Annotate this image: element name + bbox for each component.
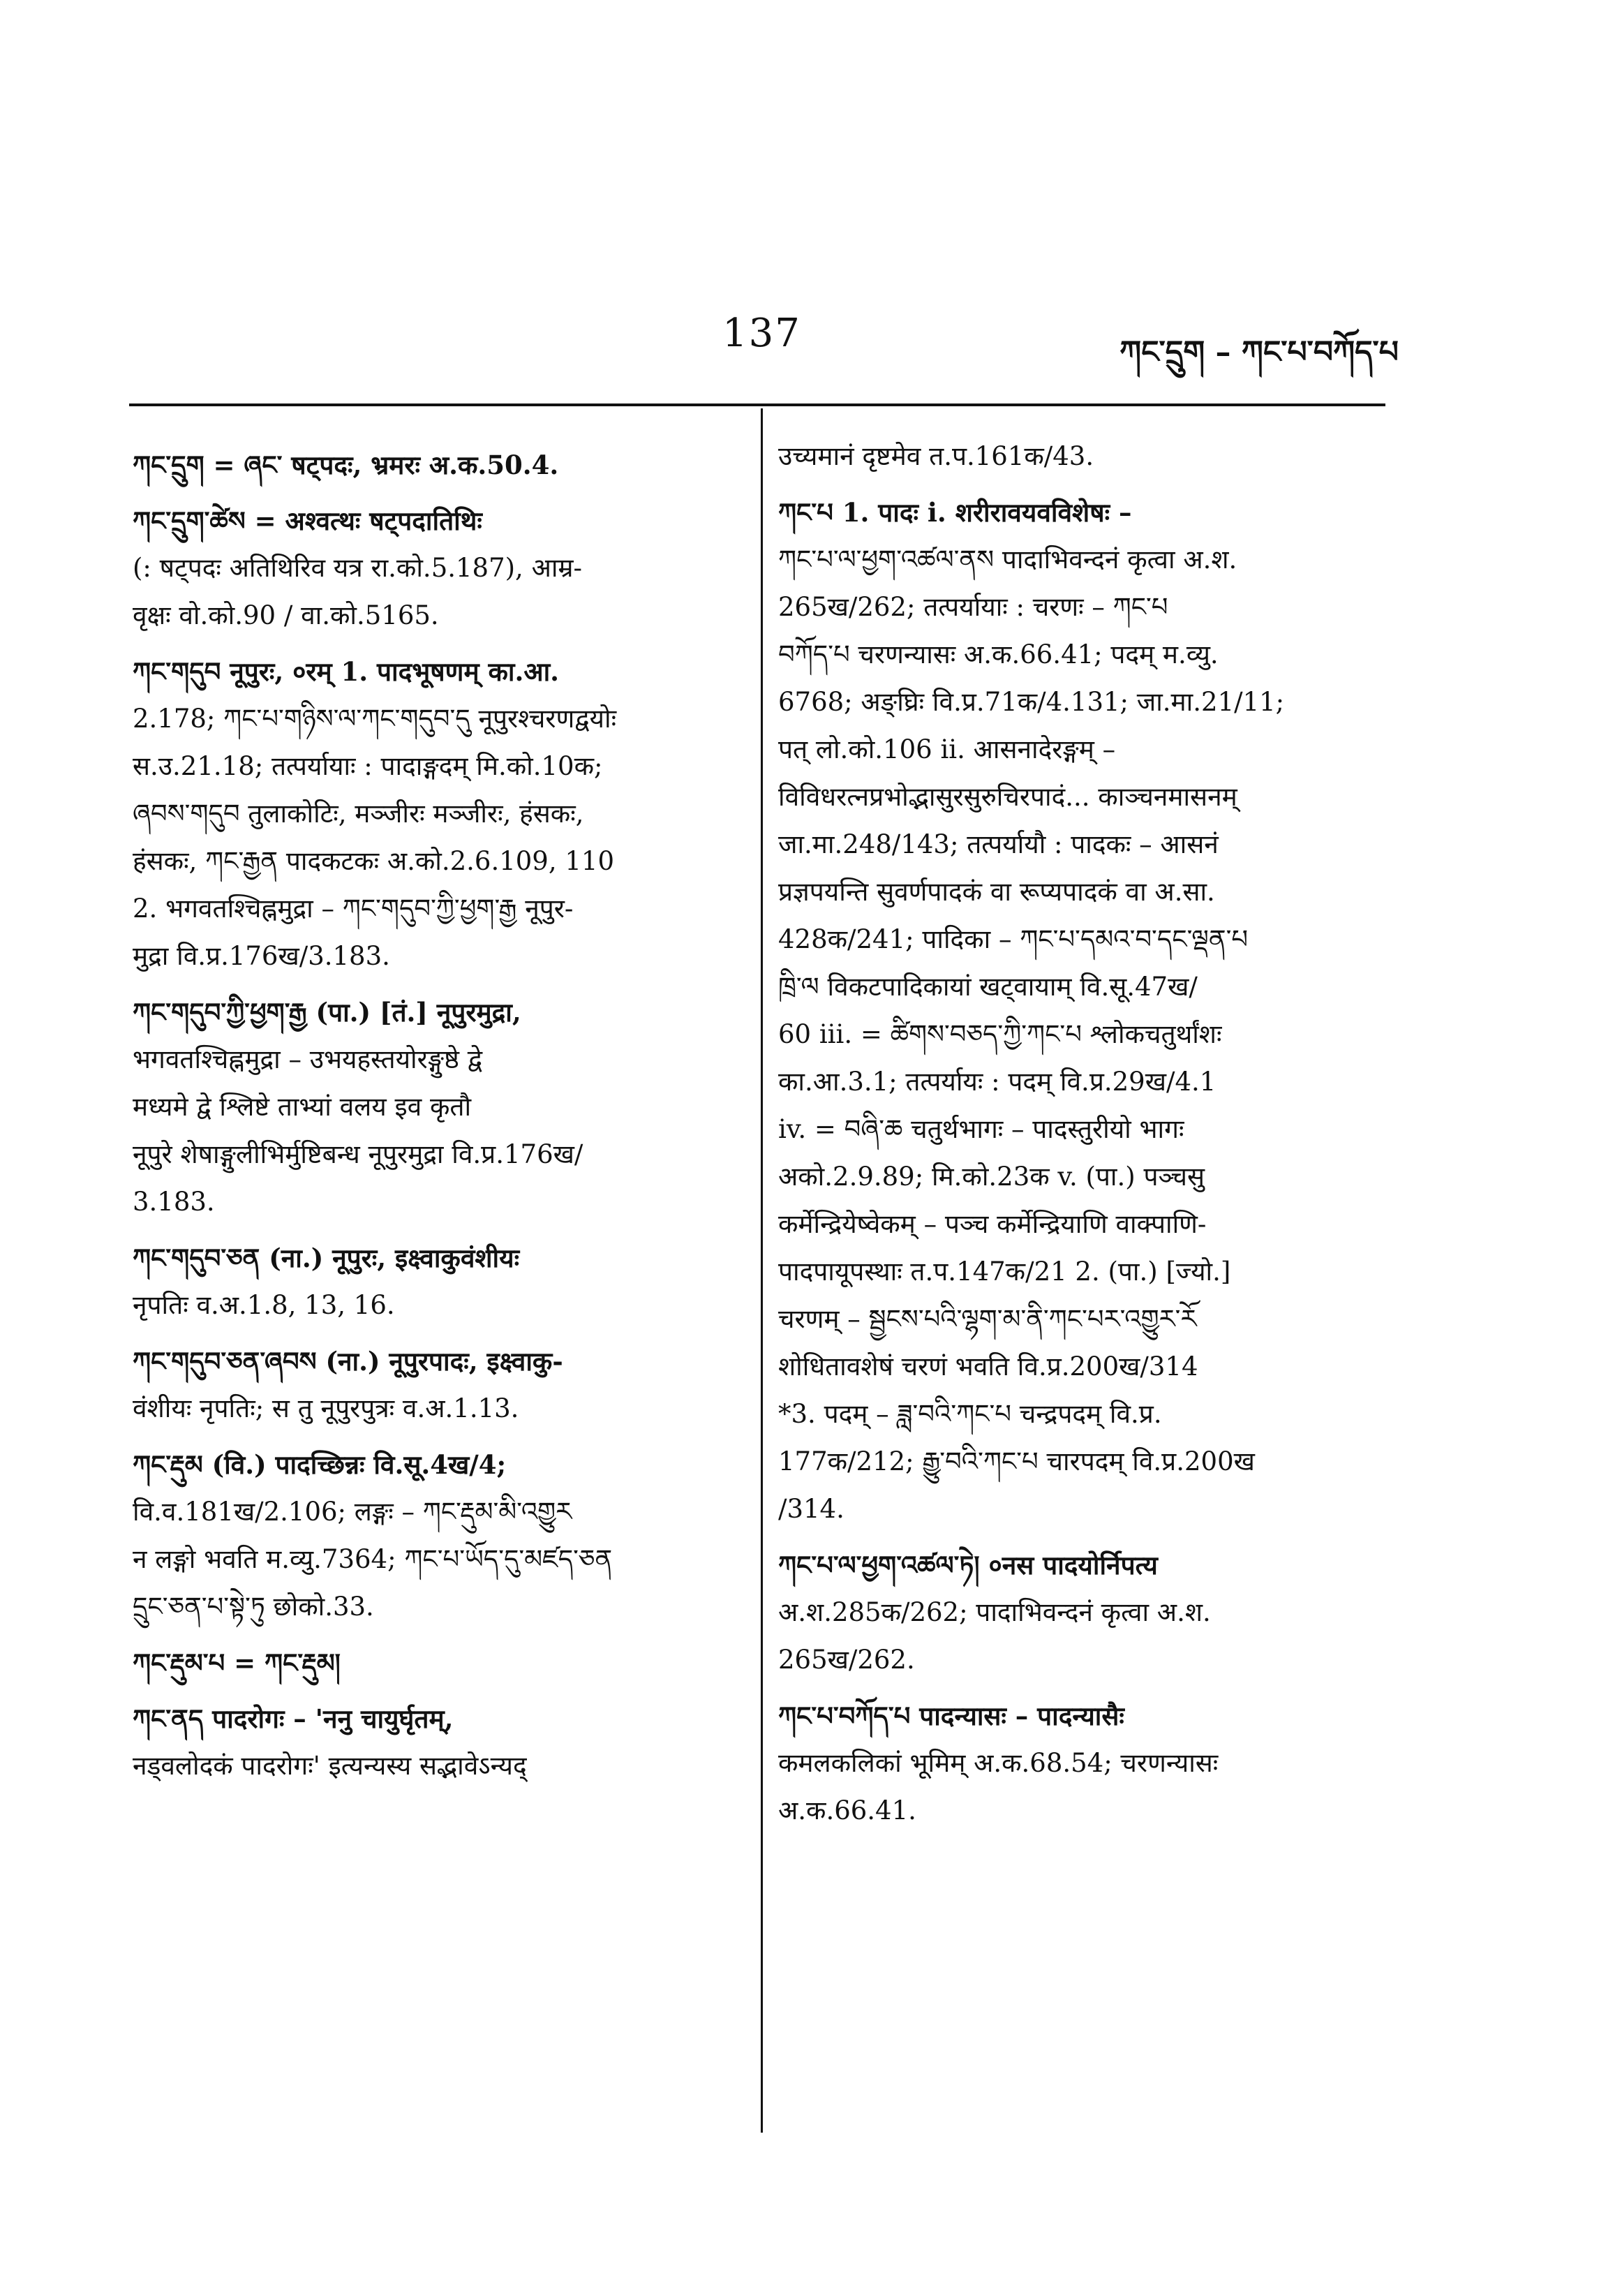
dictionary-text-line: न लङ्गो भवति म.व्यु.7364; ཀང་པ་ཡོད་དུ་མཛད་ཅན [133,1544,613,1574]
dictionary-text-line: कर्मेन्द्रियेष्वेकम् – पञ्च कर्मेन्द्रियाणि वाक्पाणि- [778,1209,1207,1239]
dictionary-text-line: (: षट्पदः अतिथिरिव यत्र रा.को.5.187), आम्र- [133,553,583,583]
dictionary-text-line: ཁྲི་ལ विकटपादिकायां खट्वायाम् वि.सू.47ख/ [778,972,1198,1002]
dictionary-text-line: प्रज्ञपयन्ति सुवर्णपादकं वा रूप्यपादकं वा अ.सा. [778,877,1215,907]
dictionary-entry-headline: ཀང་གདུབ་ཅན (ना.) नूपुरः, इक्ष्वाकुवंशीयः [133,1243,520,1273]
dictionary-text-line: དྲུང་ཅན་པ་སྟེ་ཏུ छोको.33. [133,1592,374,1622]
dictionary-entry-headline: ཀང་པ་ལ་ཕྱག་འཚལ་ཏེ། ०नस पादयोर्निपत्य [778,1550,1158,1580]
dictionary-text-line: चरणम् – སྦྱངས་པའི་ལྷག་མ་ནི་ཀང་པར་འགྱུར་རོ [778,1304,1197,1334]
dictionary-text-line: 2.178; ཀང་པ་གཉིས་ལ་ཀང་གདུབ་དུ नूपुरश्चरणद्वयोः [133,704,617,734]
dictionary-text-line: བཀོད་པ चरणन्यासः अ.क.66.41; पदम् म.व्यु. [778,639,1219,669]
column-divider [761,408,763,2133]
dictionary-text-line: विविधरत्नप्रभोद्भासुरसुरुचिरपादं... काञ्चनमासनम् [778,782,1237,812]
dictionary-entry-headline: ཀང་རྡུམ (वि.) पादच्छिन्नः वि.सू.4ख/4; [133,1449,507,1480]
dictionary-entry-headline: ཀང་གདུབ་ཅན་ཞབས (ना.) नूपुरपादः, इक्ष्वाकु- [133,1346,563,1377]
dictionary-text-line: 2. भगवतश्चिह्नमुद्रा – ཀང་གདུབ་ཀྱི་ཕྱག་རྒྱ नूपुर- [133,894,574,924]
dictionary-entry-headline: ཀང་གདུབ་ཀྱི་ཕྱག་རྒྱ (पा.) [तं.] नूपुरमुद्रा, [133,997,521,1028]
dictionary-text-line: पत् लो.को.106 ii. आसनादेरङ्गम् – [778,734,1116,764]
dictionary-text-line: उच्यमानं दृष्टमेव त.प.161क/43. [778,441,1094,471]
dictionary-text-line: का.आ.3.1; तत्पर्यायः : पदम् वि.प्र.29ख/4.1 [778,1067,1216,1097]
dictionary-text-line: अ.क.66.41. [778,1795,916,1825]
dictionary-text-line: स.उ.21.18; तत्पर्यायाः : पादाङ्गदम् मि.को.10क; [133,751,603,781]
dictionary-text-line: 6768; अङ्घ्रिः वि.प्र.71क/4.131; जा.मा.21/11; [778,687,1285,717]
dictionary-text-line: ཀང་པ་ལ་ཕྱག་འཚལ་ནས पादाभिवन्दनं कृत्वा अ.श. [778,545,1237,575]
dictionary-text-line: नड्वलोदकं पादरोगः' इत्यन्यस्य सद्भावेऽन्यद् [133,1751,527,1781]
page-number: 137 [722,311,801,356]
dictionary-text-line: वृक्षः वो.को.90 / वा.को.5165. [133,600,439,630]
dictionary-entry-headline: ཀང་ནད पादरोगः – 'ननु चायुर्घृतम्, [133,1703,454,1734]
dictionary-text-line: 3.183. [133,1187,215,1217]
dictionary-text-line: /314. [778,1494,845,1524]
dictionary-text-line: वंशीयः नृपतिः; स तु नूपुरपुत्रः व.अ.1.13. [133,1393,519,1423]
dictionary-entry-headline: ཀང་པ་བཀོད་པ पादन्यासः – पादन्यासैः [778,1701,1124,1731]
dictionary-text-line: 177क/212; རྒྱུ་བའི་ཀང་པ चारपदम् वि.प्र.200ख [778,1446,1255,1476]
dictionary-entry-headline: ཀང་དྲུག་ཚེས = अश्वत्थः षट्पदातिथिः [133,505,482,536]
dictionary-text-line: शोधितावशेषं चरणं भवति वि.प्र.200ख/314 [778,1351,1198,1382]
dictionary-text-line: ཞབས་གདུབ तुलाकोटिः, मञ्जीरः मञ्जीरः, हंसकः, [133,799,584,829]
dictionary-text-line: iv. = བཞི་ཆ चतुर्थभागः – पादस्तुरीयो भागः [778,1114,1184,1144]
dictionary-text-line: मुद्रा वि.प्र.176ख/3.183. [133,941,390,971]
dictionary-text-line: अको.2.9.89; मि.को.23क v. (पा.) पञ्चसु [778,1162,1205,1192]
dictionary-text-line: मध्यमे द्वे श्लिष्टे ताभ्यां वलय इव कृतौ [133,1092,472,1122]
dictionary-entry-headline: ཀང་དྲུག = ཞང་ षट्पदः, भ्रमरः अ.क.50.4. [133,450,559,480]
dictionary-text-line: कमलकलिकां भूमिम् अ.क.68.54; चरणन्यासः [778,1748,1219,1778]
header-rule [129,403,1385,406]
dictionary-entry-headline: ཀང་རྡུམ་པ = ཀང་རྡུམ། [133,1647,341,1678]
dictionary-text-line: वि.व.181ख/2.106; लङ्गः – ཀང་རྡུམ་མི་འགྱུར [133,1497,572,1527]
dictionary-text-line: अ.श.285क/262; पादाभिवन्दनं कृत्वा अ.श. [778,1597,1211,1627]
dictionary-entry-headline: ཀང་གདུབ नूपुरः, ०रम् 1. पादभूषणम् का.आ. [133,656,560,687]
left-column [133,433,740,1790]
running-header: ཀང་དྲུག – ཀང་པ་བཀོད་པ [1119,334,1399,370]
dictionary-text-line: 428क/241; पादिका – ཀང་པ་དམའ་བ་དང་ལྡན་པ [778,924,1249,954]
right-column [778,433,1385,1835]
dictionary-text-line: हंसकः, ཀང་རྒྱན पादकटकः अ.को.2.6.109, 110 [133,846,614,876]
dictionary-text-line: भगवतश्चिह्नमुद्रा – उभयहस्तयोरङ्गुष्ठे द्वे [133,1044,483,1074]
dictionary-text-line: नृपतिः व.अ.1.8, 13, 16. [133,1290,395,1320]
dictionary-entry-headline: ཀང་པ 1. पादः i. शरीरावयवविशेषः – [778,497,1132,528]
dictionary-text-line: 60 iii. = ཚིགས་བཅད་ཀྱི་ཀང་པ श्लोकचतुर्थांशः [778,1019,1222,1049]
dictionary-text-line: नूपुरे शेषाङ्गुलीभिर्मुष्टिबन्ध नूपुरमुद्रा वि.प्र.176ख/ [133,1139,583,1169]
dictionary-text-line: जा.मा.248/143; तत्पर्यायौ : पादकः – आसनं [778,829,1219,859]
dictionary-text-line: 265ख/262. [778,1645,915,1675]
dictionary-text-line: *3. पदम् – ཟླ་བའི་ཀང་པ चन्द्रपदम् वि.प्र. [778,1399,1162,1429]
dictionary-text-line: पादपायूपस्थाः त.प.147क/21 2. (पा.) [ज्यो.] [778,1257,1231,1287]
dictionary-text-line: 265ख/262; तत्पर्यायाः : चरणः – ཀང་པ [778,592,1168,622]
